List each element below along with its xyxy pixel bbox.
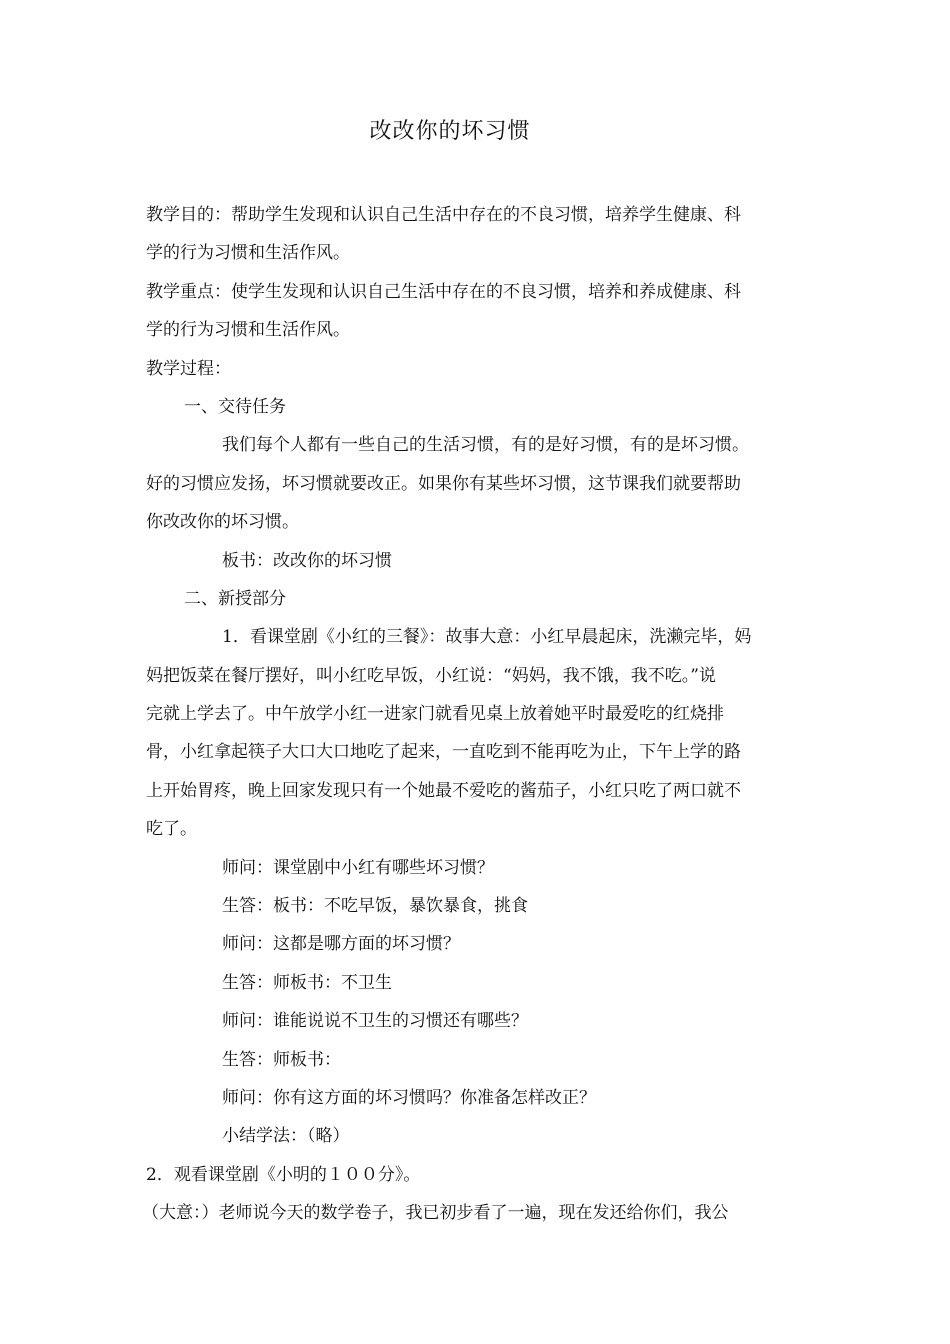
text-line: 教学过程：	[146, 358, 231, 379]
text-line: 骨，小红拿起筷子大口大口地吃了起来，一直吃到不能再吃为止，下午上学的路	[146, 742, 741, 763]
text-line: 好的习惯应发扬，坏习惯就要改正。如果你有某些坏习惯，这节课我们就要帮助	[146, 473, 741, 494]
text-line: 1．看课堂剧《小红的三餐》：故事大意：小红早晨起床，洗濑完毕，妈	[222, 627, 752, 648]
text-line: 学的行为习惯和生活作风。	[146, 243, 350, 264]
text-line: 一、交待任务	[184, 396, 286, 417]
document-title: 改改你的坏习惯	[369, 119, 531, 144]
text-line: 师问：谁能说说不卫生的习惯还有哪些？	[222, 1011, 528, 1032]
text-line: 我们每个人都有一些自己的生活习惯，有的是好习惯，有的是坏习惯。	[222, 435, 749, 456]
text-line: 二、新授部分	[184, 588, 286, 609]
document-body	[142, 196, 810, 1233]
text-line: 师问：课堂剧中小红有哪些坏习惯？	[222, 857, 494, 878]
text-line: 板书：改改你的坏习惯	[222, 550, 392, 571]
text-line: 吃了。	[146, 819, 197, 840]
text-line: 上开始胃疼，晚上回家发现只有一个她最不爱吃的酱茄子，小红只吃了两口就不	[146, 780, 741, 801]
text-line: 完就上学去了。中午放学小红一进家门就看见桌上放着她平时最爱吃的红烧排	[146, 704, 724, 725]
text-line: 师问：这都是哪方面的坏习惯？	[222, 934, 460, 955]
text-line: 教学重点：使学生发现和认识自己生活中存在的不良习惯，培养和养成健康、科	[146, 281, 741, 302]
text-line: 小结学法：（略）	[222, 1126, 350, 1147]
text-line: 生答：板书：不吃早饭，暴饮暴食，挑食	[222, 896, 528, 917]
text-line: 你改改你的坏习惯。	[146, 512, 299, 533]
text-line: 妈把饭菜在餐厅摆好，叫小红吃早饭，小红说：“妈妈，我不饿，我不吃。”说	[146, 665, 716, 686]
text-line: 学的行为习惯和生活作风。	[146, 320, 350, 341]
text-line: （大意：）老师说今天的数学卷子，我已初步看了一遍，现在发还给你们，我公	[142, 1203, 729, 1224]
text-line: 师问：你有这方面的坏习惯吗？你准备怎样改正？	[222, 1087, 596, 1108]
text-line: 生答：师板书：	[222, 1049, 341, 1070]
text-line: 生答：师板书：不卫生	[222, 972, 392, 993]
text-line: 教学目的：帮助学生发现和认识自己生活中存在的不良习惯，培养学生健康、科	[146, 205, 741, 225]
text-line: 2．观看课堂剧《小明的１００分》。	[146, 1164, 421, 1185]
